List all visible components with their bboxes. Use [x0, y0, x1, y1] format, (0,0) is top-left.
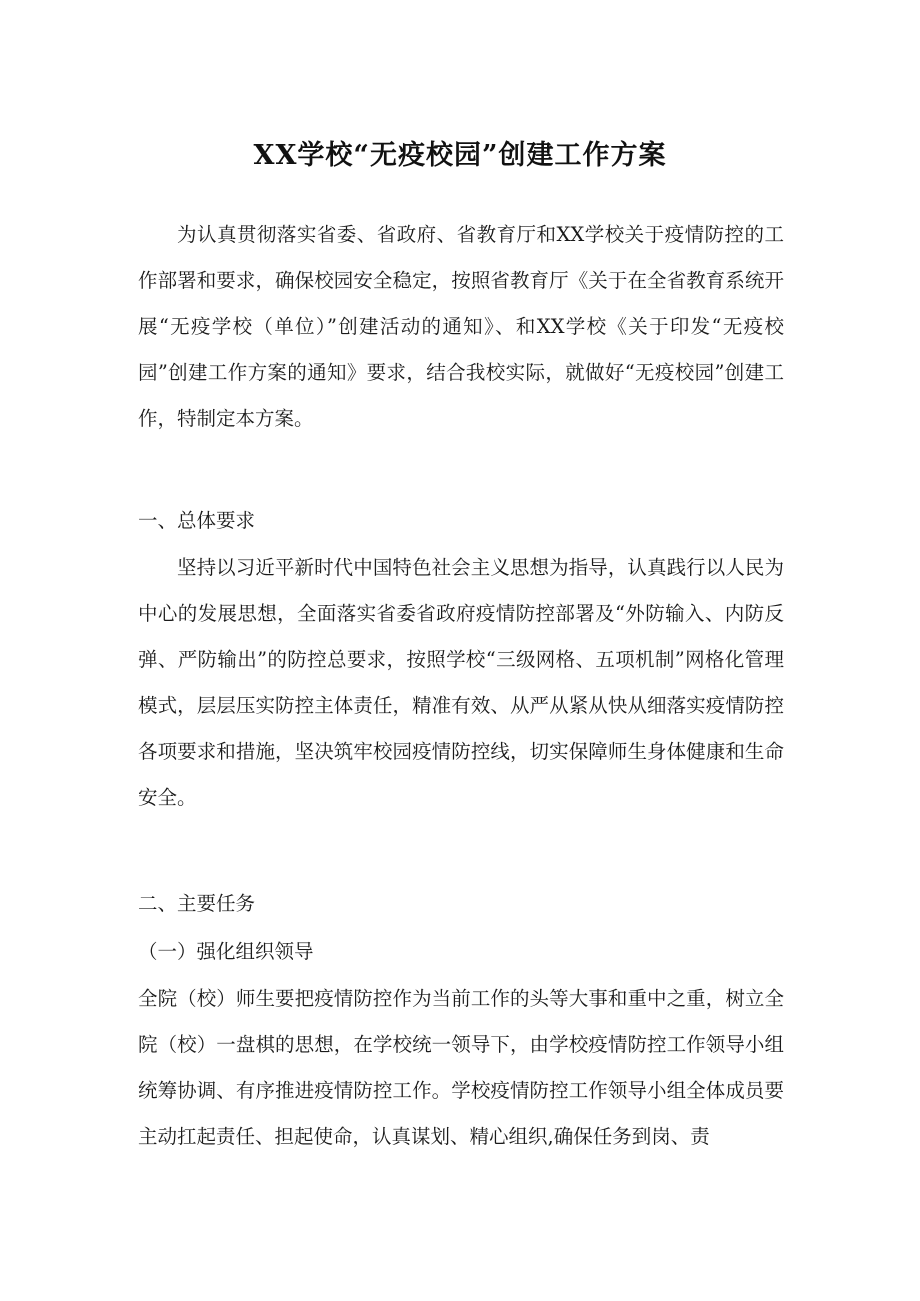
section-heading-main-tasks: 二、主要任务 [138, 892, 256, 915]
subsection-heading-organization: （一）强化组织领导 [138, 940, 314, 963]
section-paragraph-general-requirements: 坚持以习近平新时代中国特色社会主义思想为指导，认真践行以人民为中心的发展思想，全面落实省委省政府疫情防控部署及“外防输入、内防反弹、严防输出”的防控总要求，按照学校“三级网格、五项机制”网格化管理模式，层层压实防控主体责任，精准有效、从严从紧从快从细落实疫情防控各项要求和措施，坚决筑牢校园疫情防控线，切实保障师生身体健康和生命安全。 [138, 556, 784, 809]
intro-paragraph: 为认真贯彻落实省委、省政府、省教育厅和XX学校关于疫情防控的工作部署和要求，确保校园安全稳定，按照省教育厅《关于在全省教育系统开展“无疫学校（单位）”创建活动的通知》、和XX学校《关于印发“无疫校园”创建工作方案的通知》要求，结合我校实际，就做好“无疫校园”创建工作，特制定本方案。 [138, 223, 784, 430]
section-heading-general-requirements: 一、总体要求 [138, 509, 256, 532]
document-title: XX学校“无疫校园”创建工作方案 [253, 140, 667, 172]
subsection-paragraph-organization: 全院（校）师生要把疫情防控作为当前工作的头等大事和重中之重，树立全院（校）一盘棋的思想，在学校统一领导下，由学校疫情防控工作领导小组统筹协调、有序推进疫情防控工作。学校疫情防控工作领导小组全体成员要主动扛起责任、担起使命，认真谋划、精心组织,确保任务到岗、责 [138, 987, 784, 1148]
